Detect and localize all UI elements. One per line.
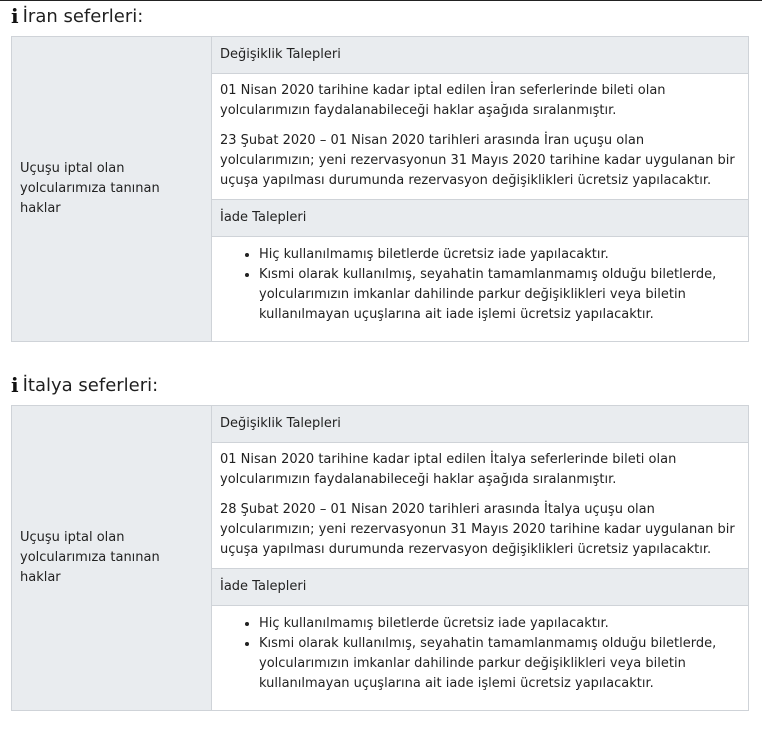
list-item: • Hiç kullanılmamış biletlerde ücretsiz iade yapılacaktır. (259, 614, 740, 634)
list-item: • Hiç kullanılmamış biletlerde ücretsiz iade yapılacaktır. (259, 245, 740, 265)
change-requests-header (212, 37, 749, 74)
rights-table-italy (11, 405, 749, 711)
rights-label: Uçuşu iptal olan yolcularımıza tanınan haklar (20, 530, 160, 585)
change-requests-body (212, 74, 749, 200)
rights-label: Uçuşu iptal olan yolcularımıza tanınan haklar (20, 161, 160, 216)
refund-requests-header (212, 200, 749, 237)
refund-requests-title: İade Talepleri (220, 210, 307, 225)
refund-requests-title: İade Talepleri (220, 579, 307, 594)
section-title: İtalya seferleri: (22, 374, 159, 396)
top-divider (0, 0, 762, 1)
change-requests-title: Değişiklik Talepleri (220, 416, 341, 431)
refund-requests-header (212, 569, 749, 606)
change-requests-header (212, 406, 749, 443)
change-paragraph-2: 23 Şubat 2020 – 01 Nisan 2020 tarihleri arasında İran uçuşu olan yolcularımızın; yeni rezervasyonun 31 Mayıs 2020 tarihine kadar uygulanan bir uçuşa yapılması durumunda rezervasyon değişiklikleri ücretsiz yapılacaktır. (220, 133, 735, 188)
info-icon: i (11, 4, 19, 28)
section-heading-italy (11, 372, 158, 398)
change-paragraph-1: 01 Nisan 2020 tarihine kadar iptal edilen İran seferlerinde bileti olan yolcularımızın faydalanabileceği haklar aşağıda sıralanmıştır. (220, 83, 666, 118)
section-heading-iran (11, 3, 143, 29)
change-requests-title: Değişiklik Talepleri (220, 47, 341, 62)
rights-label-cell (12, 406, 212, 711)
list-item: • Kısmi olarak kullanılmış, seyahatin tamamlanmamış olduğu biletlerde, yolcularımızın imkanlar dahilinde parkur değişiklikleri veya biletin kullanılmayan uçuşlarına ait iade işlemi ücretsiz yapılacaktır. (259, 634, 740, 694)
change-paragraph-1: 01 Nisan 2020 tarihine kadar iptal edilen İtalya seferlerinde bileti olan yolcularımızın faydalanabileceği haklar aşağıda sıralanmıştır. (220, 452, 677, 487)
change-requests-body (212, 443, 749, 569)
rights-table-iran (11, 36, 749, 342)
refund-requests-body (212, 606, 749, 711)
list-item: • Kısmi olarak kullanılmış, seyahatin tamamlanmamış olduğu biletlerde, yolcularımızın imkanlar dahilinde parkur değişiklikleri veya biletin kullanılmayan uçuşlarına ait iade işlemi ücretsiz yapılacaktır. (259, 265, 740, 325)
change-paragraph-2: 28 Şubat 2020 – 01 Nisan 2020 tarihleri arasında İtalya uçuşu olan yolcularımızın; yeni rezervasyonun 31 Mayıs 2020 tarihine kadar uygulanan bir uçuşa yapılması durumunda rezervasyon değişiklikleri ücretsiz yapılacaktır. (220, 502, 735, 557)
refund-requests-body (212, 237, 749, 342)
refund-list (220, 614, 740, 694)
refund-list (220, 245, 740, 325)
info-icon: i (11, 373, 19, 397)
rights-label-cell (12, 37, 212, 342)
section-title: İran seferleri: (22, 5, 144, 27)
